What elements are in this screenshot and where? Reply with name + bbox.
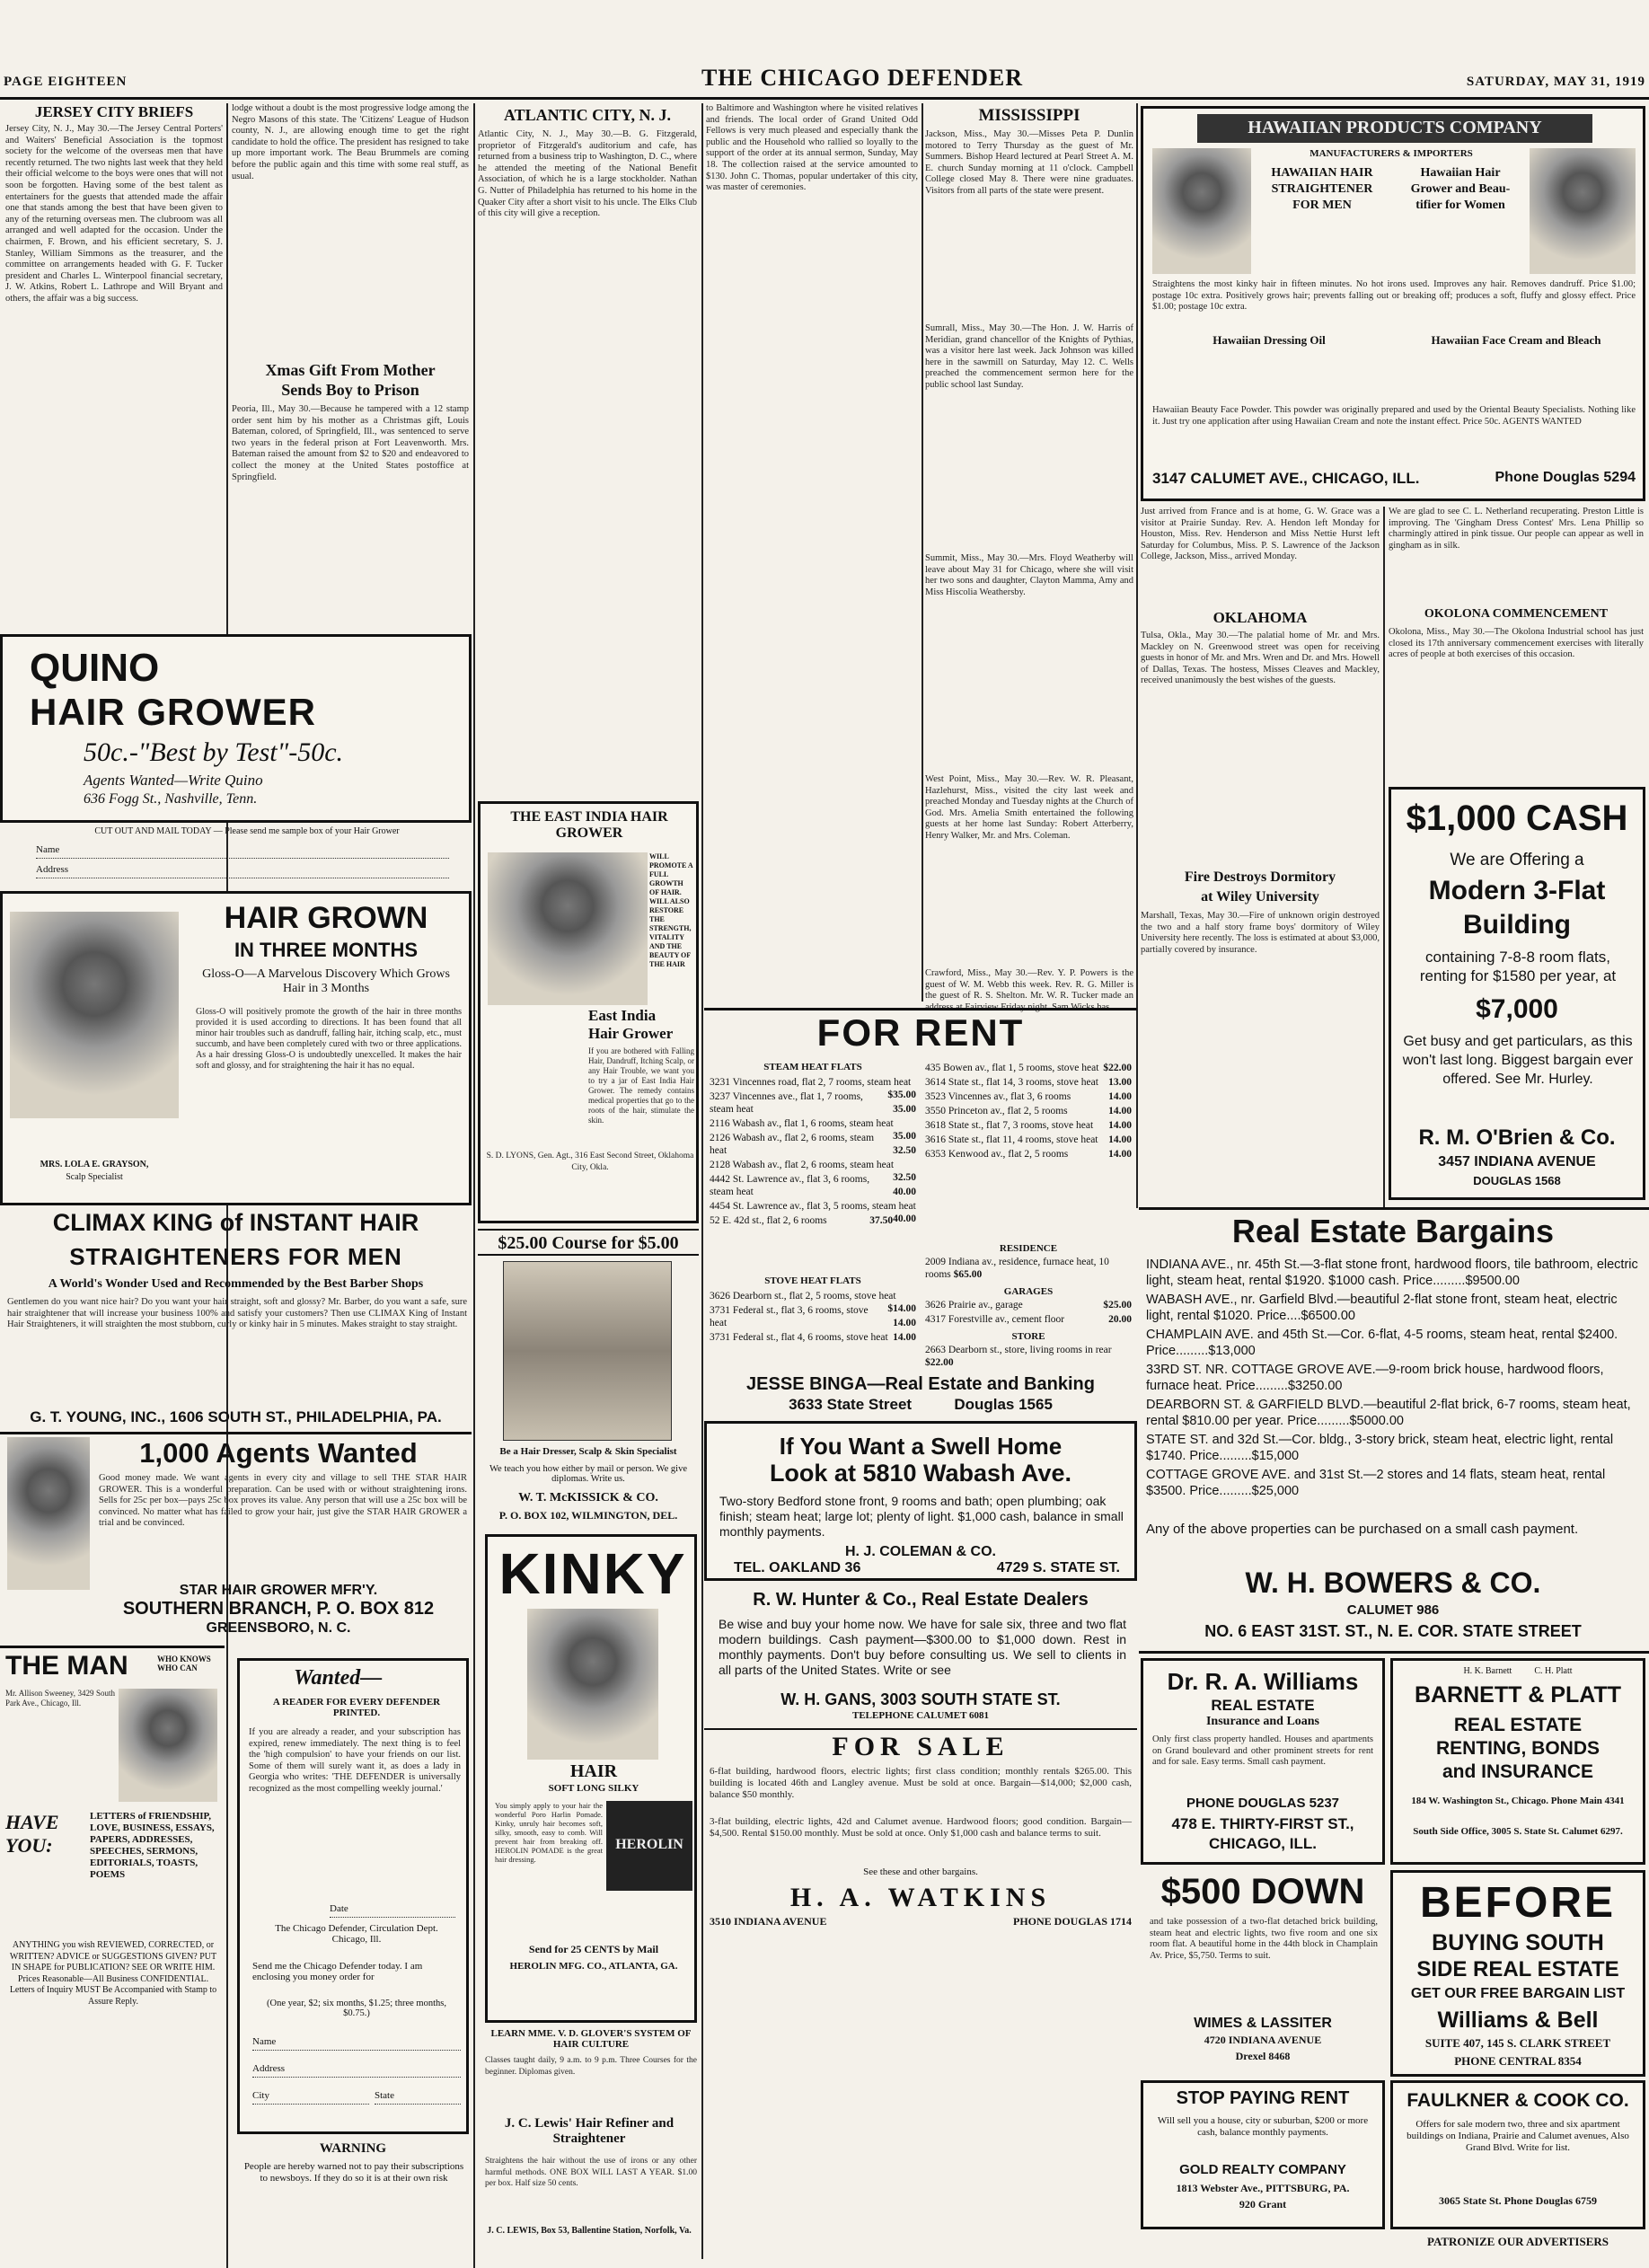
listing-price: 20.00 bbox=[1108, 1314, 1132, 1325]
xmas-headline-2: Sends Boy to Prison bbox=[281, 381, 419, 399]
listing-price: 14.00 bbox=[1108, 1120, 1132, 1131]
listing-text: 3731 Federal st., flat 3, 6 rooms, stove heat bbox=[710, 1305, 869, 1328]
listing-row bbox=[925, 1062, 1132, 1074]
williams-phone: PHONE DOUGLAS 5237 bbox=[1186, 1796, 1340, 1811]
listing-text: 435 Bowen av., flat 1, 5 rooms, stove heat bbox=[925, 1063, 1099, 1073]
obrien-name: R. M. O'Brien & Co. bbox=[1418, 1125, 1616, 1150]
quino-price: 50c.-"Best by Test"-50c. bbox=[84, 737, 344, 767]
hp-right-title-2: Grower and Beau- bbox=[1410, 182, 1511, 196]
climax-body: Gentlemen do you want nice hair? Do you want your hair straight, soft and glossy? Mr. Barber, do you want a safe, sure hair straightener that will increase your business 100% and satisfy your customers? Then use CLIMAX King of Instant Hair Straighteners, it will straighten the most stubborn, curly or kinky hair in 5 minutes. Makes straight to stay straight. bbox=[7, 1297, 467, 1330]
wimes-phone: Drexel 8468 bbox=[1235, 2050, 1291, 2062]
listing-row bbox=[925, 1148, 1132, 1160]
mckissick-address: P. O. BOX 102, WILMINGTON, DEL. bbox=[498, 1509, 678, 1522]
coupon-address-field: Address bbox=[36, 864, 449, 878]
warning-body: People are hereby warned not to pay their subscriptions to newsboys. If they do so it is at their own risk bbox=[243, 2161, 464, 2184]
swell-headline-2: Look at 5810 Wabash Ave. bbox=[769, 1460, 1072, 1487]
before-line-2: SIDE REAL ESTATE bbox=[1416, 1957, 1619, 1981]
listing-price: 35.00 bbox=[893, 1131, 916, 1142]
bp-sub-2: RENTING, BONDS bbox=[1435, 1738, 1600, 1759]
listing-price: 14.00 bbox=[1108, 1149, 1132, 1160]
swell-headline: If You Want a Swell Home bbox=[779, 1433, 1063, 1460]
listing-price: 37.50 bbox=[869, 1215, 894, 1226]
agents-company: STAR HAIR GROWER MFR'Y. bbox=[179, 1583, 378, 1598]
agents-headline: 1,000 Agents Wanted bbox=[139, 1437, 418, 1469]
swell-address: 4729 S. STATE ST. bbox=[996, 1560, 1120, 1575]
climax-tagline: A World's Wonder Used and Recommended by the Best Barber Shops bbox=[48, 1277, 424, 1291]
listing-text: 4454 St. Lawrence av., flat 3, 5 rooms, steam heat bbox=[710, 1201, 916, 1212]
swell-phone: TEL. OAKLAND 36 bbox=[734, 1560, 861, 1575]
williams-address: 478 E. THIRTY-FIRST ST., bbox=[1171, 1815, 1354, 1832]
oklahoma-body: Tulsa, Okla., May 30.—The palatial home of Mr. and Mrs. Mackley on N. Greenwood street was open for receiving guests in honor of Mr. and Mrs. Wren and Dr. and Mrs. Howell of Dallas, Texas. The hostess, Misses Cleaves and Mackley, received unanimously the best wishes of the guests. bbox=[1141, 631, 1380, 686]
real-estate-item: INDIANA AVE., nr. 45th St.—3-flat stone front, hardwood floors, tile bathroom, electric light, steam heat, rental $1920. $1000 cash. Price.........$9500.00 bbox=[1146, 1258, 1638, 1288]
kinky-headline: KINKY bbox=[498, 1541, 687, 1606]
kinky-hair-word: HAIR bbox=[569, 1761, 618, 1781]
masthead-rule bbox=[0, 97, 1649, 100]
gold-realty-name: GOLD REALTY COMPANY bbox=[1179, 2162, 1346, 2177]
hunter-address: W. H. GANS, 3003 SOUTH STATE ST. bbox=[780, 1690, 1061, 1708]
kinky-address: HEROLIN MFG. CO., ATLANTA, GA. bbox=[509, 1961, 678, 1972]
cash-line-5: Get busy and get particulars, as this won't last long. Biggest bargain ever offered. See Mr. Hurley. bbox=[1402, 1034, 1634, 1087]
section-rule bbox=[704, 1008, 1137, 1010]
kinky-hair-ad bbox=[485, 1534, 697, 2023]
quino-address: 636 Fogg St., Nashville, Tenn. bbox=[84, 791, 258, 807]
wanted-subscription-coupon bbox=[237, 1658, 469, 2134]
real-estate-item: WABASH AVE., nr. Garfield Blvd.—beautiful 2-flat stone front, steam heat, electric light, rental $1020. Price....$6500.00 bbox=[1146, 1293, 1618, 1323]
store-listing bbox=[925, 1344, 1132, 1371]
listing-text: 52 E. 42d st., flat 2, 6 rooms bbox=[710, 1215, 827, 1226]
listing-text: 4317 Forestville av., cement floor bbox=[925, 1314, 1065, 1325]
for-sale-headline: FOR SALE bbox=[832, 1732, 1010, 1761]
eih-title: THE EAST INDIA HAIR GROWER bbox=[510, 809, 668, 841]
listing-price: 14.00 bbox=[1108, 1134, 1132, 1145]
hp-powder: Hawaiian Beauty Face Powder. This powder was originally prepared and used by the Oriental Beauty Specialists. Nothing like it. Just try one application after using Hawaiian Cream and note the instant effect. Price 50c. AGENTS WANTED bbox=[1152, 405, 1636, 427]
agents-body: Good money made. We want agents in every city and village to sell THE STAR HAIR GROWER. This is a wonderful preparation. Can be used with or without straightening irons. Sells for 25c per box—pays 25c box proves its value. Any person that will use a 25c box will be convinced. No matter what has failed to grow your hair, just give the STAR HAIR GROWER a trial and be convinced. bbox=[99, 1473, 467, 1529]
mckissick-name: W. T. McKISSICK & CO. bbox=[518, 1491, 658, 1505]
man-portrait-image bbox=[1152, 148, 1251, 274]
listing-row bbox=[925, 1299, 1132, 1311]
for-sale-listing-2: 3-flat building, electric lights, 42d and Calumet avenue. Hardwood floors; good condition. Bargain—$4,500. Rental $150.00 monthly. Must be sold at once. Only $1,000 cash and balance terms to suit. bbox=[710, 1816, 1132, 1839]
hawaiian-banner: HAWAIIAN PRODUCTS COMPANY bbox=[1197, 114, 1592, 143]
xmas-headline: Xmas Gift From Mother bbox=[265, 361, 436, 379]
listing-text: 6353 Kenwood av., flat 2, 5 rooms bbox=[925, 1149, 1069, 1160]
williams-ad bbox=[1141, 1658, 1385, 1865]
listing-row bbox=[925, 1313, 1132, 1326]
atlantic-city-body: Atlantic City, N. J., May 30.—B. G. Fitzgerald, proprietor of Fitzgerald's auditorium and cafe, has returned from a business trip to Washington, D. C., where he attended the meeting of the National Benefit Association, of which he is a large stockholder. Nathan G. Nutter of Philadelphia has returned to his home in the Quaker City after a short visit to his uncle. The Elks Club of this city will give a reception. bbox=[478, 129, 697, 219]
glover-headline: LEARN MME. V. D. GLOVER'S SYSTEM OF HAIR CULTURE bbox=[490, 2028, 692, 2050]
williams-name: Dr. R. A. Williams bbox=[1167, 1668, 1359, 1695]
swell-home-ad bbox=[704, 1421, 1137, 1581]
listing-text: 3731 Federal st., flat 4, 6 rooms, stove heat bbox=[710, 1332, 888, 1343]
patronize-footer: PATRONIZE OUR ADVERTISERS bbox=[1426, 2235, 1609, 2248]
garage-listings bbox=[925, 1299, 1132, 1329]
course-illustration-image bbox=[503, 1261, 672, 1441]
the-man-portrait-image bbox=[119, 1689, 217, 1802]
crawford-news: Crawford, Miss., May 30.—Rev. Y. P. Powers is the guest of W. M. Webb this week. Rev. R. G. Miller is the guest of R. S. Shelton. Mr. W. R. Tucker made an bbox=[925, 968, 1133, 1002]
bp-headline: BARNETT & PLATT bbox=[1414, 1682, 1622, 1708]
hunter-phone: TELEPHONE CALUMET 6081 bbox=[852, 1710, 989, 1721]
for-sale-listing-1: 6-flat building, hardwood floors, electric lights; first class condition; monthly rentals $265.00. This building is located 46th and Langley avenue. Must be sold at once. Bargain—$14,000; $2,000 cash, balance $50 monthly. bbox=[710, 1766, 1132, 1800]
climax-headline-2: STRAIGHTENERS FOR MEN bbox=[69, 1243, 402, 1270]
column-rule bbox=[701, 103, 703, 2259]
eih-address: S. D. LYONS, Gen. Agt., 316 East Second Street, Oklahoma City, Okla. bbox=[486, 1152, 694, 1172]
listing-text: 3550 Princeton av., flat 2, 5 rooms bbox=[925, 1106, 1068, 1116]
column-rule bbox=[922, 103, 923, 1002]
agents-city: GREENSBORO, N. C. bbox=[206, 1620, 351, 1636]
watkins-address: 3510 INDIANA AVENUE bbox=[710, 1915, 827, 1928]
glad-news: We are glad to see C. L. Netherland recuperating. Preston Little is improving. The 'Gingham Dress Contest' Mrs. Lena Phillip so charmingly attired in pink tissue. Our people can appear as well in gingham as in silk. bbox=[1389, 507, 1644, 551]
coupon-state-field: State bbox=[375, 2090, 461, 2105]
listing-text: 3614 State st., flat 14, 3 rooms, stove heat bbox=[925, 1077, 1098, 1088]
eih-body: If you are bothered with Falling Hair, Dandruff, Itching Scalp, or any Hair Trouble, we want you to try a jar of East India Hair Grower. The remedy contains medical properties that go to the roots of the hair, stimulate the skin. bbox=[588, 1046, 694, 1125]
gold-realty-address-2: 920 Grant bbox=[1239, 2198, 1287, 2211]
the-man-headline: THE MAN bbox=[5, 1651, 128, 1681]
listing-price: 40.00 bbox=[893, 1187, 916, 1197]
article-headline: JERSEY CITY BRIEFS bbox=[34, 103, 194, 120]
garages-label: GARAGES bbox=[1003, 1286, 1054, 1297]
wimes-name: WIMES & LASSITER bbox=[1194, 2016, 1332, 2031]
quino-coupon: CUT OUT AND MAIL TODAY — Please send me sample box of your Hair Grower bbox=[94, 826, 400, 836]
coupon-city-field: City bbox=[252, 2090, 369, 2105]
hp-right-title: Hawaiian Hair bbox=[1420, 166, 1501, 180]
kinky-price: Send for 25 CENTS by Mail bbox=[528, 1943, 659, 1955]
hp-address: 3147 CALUMET AVE., CHICAGO, ILL. bbox=[1152, 470, 1420, 487]
listing-text: 3616 State st., flat 11, 4 rooms, stove heat bbox=[925, 1134, 1098, 1145]
listing-row bbox=[925, 1105, 1132, 1117]
cash-headline: $1,000 CASH bbox=[1406, 799, 1628, 838]
hp-left-title-2: STRAIGHTENER bbox=[1271, 182, 1373, 196]
lewis-body: Straightens the hair without the use of irons or any other harmful methods. ONE BOX WILL LAST A YEAR. $1.00 per box. Half size 50 cents. bbox=[485, 2157, 697, 2189]
summit-news: Summit, Miss., May 30.—Mrs. Floyd Weatherby will leave about May 31 for Chicago, where she will visit her two sons and daughter, Clayton Mamma, Amy and Miss Hiscolia Weathersby. bbox=[925, 553, 1133, 597]
quino-ad bbox=[0, 634, 472, 823]
eih-side-text: WILL PROMOTE A FULL GROWTH OF HAIR. WILL ALSO RESTORE THE STRENGTH, VITALITY AND THE BEAUTY OF THE HAIR bbox=[649, 852, 693, 968]
williams-bell-name: Williams & Bell bbox=[1437, 2008, 1599, 2033]
have-you-label: HAVE YOU: bbox=[5, 1811, 59, 1857]
section-rule bbox=[1139, 1207, 1649, 1210]
continued-article: to Baltimore and Washington where he visited relatives and friends. The local order of Grand United Odd Fellows is very much pleased and especially thank the public and the Household who rallied so loyally to the support of the order at its annual sermon, Sunday, May 18. The collection raised at the service amounted to $130. John C. Thomas, popular undertaker of this city, was master of ceremonies. bbox=[706, 103, 918, 193]
before-buying-ad bbox=[1390, 1870, 1645, 2077]
listing-price: 32.50 bbox=[893, 1172, 916, 1183]
steam-heat-label: STEAM HEAT FLATS bbox=[763, 1062, 862, 1072]
cash-line-4: containing 7-8-8 room flats, renting for $1580 per year, at bbox=[1419, 949, 1617, 984]
faulkner-cook-ad bbox=[1390, 2080, 1645, 2229]
cash-price: $7,000 bbox=[1476, 994, 1558, 1024]
listing-price: 32.50 bbox=[893, 1145, 916, 1156]
page-number: PAGE EIGHTEEN bbox=[4, 75, 128, 89]
stop-body: Will sell you a house, city or suburban, $200 or more cash, balance monthly payments. bbox=[1157, 2115, 1369, 2138]
for-rent-headline: FOR RENT bbox=[816, 1011, 1025, 1054]
williams-bell-phone: PHONE CENTRAL 8354 bbox=[1454, 2054, 1582, 2068]
listing-text: 3618 State st., flat 7, 3 rooms, stove heat bbox=[925, 1120, 1094, 1131]
barnett-platt-ad bbox=[1390, 1658, 1645, 1865]
binga-address: 3633 State Street Douglas 1565 bbox=[789, 1396, 1053, 1413]
fc-body: Offers for sale modern two, three and six apartment buildings on Indiana, Prairie and Calumet avenues, Also Grand Blvd. Write for list. bbox=[1406, 2119, 1629, 2153]
portrait-image bbox=[10, 912, 179, 1118]
warning-headline: WARNING bbox=[319, 2141, 387, 2156]
agents-portrait-image bbox=[7, 1437, 90, 1590]
bowers-phone: CALUMET 986 bbox=[1346, 1602, 1440, 1618]
listing-text: 4442 St. Lawrence av., flat 3, 6 rooms, steam heat bbox=[710, 1174, 870, 1197]
okolona-headline: OKOLONA COMMENCEMENT bbox=[1424, 607, 1609, 621]
real-estate-note: Any of the above properties can be purchased on a small cash payment. bbox=[1146, 1522, 1579, 1537]
watkins-name: H. A. WATKINS bbox=[789, 1883, 1052, 1912]
sumrall-news: Sumrall, Miss., May 30.—The Hon. J. W. Harris of Meridian, grand chancellor of the Knights of Pythias, was a visitor here last week. Jack Johnson was killed here in the sawmill on Saturday, May 12. C. Wells preached the commencement sermon here for the public school last Sunday. bbox=[925, 323, 1133, 390]
fire-headline: Fire Destroys Dormitory bbox=[1184, 869, 1336, 885]
hawaiian-manufacturers: MANUFACTURERS & IMPORTERS bbox=[1310, 148, 1473, 159]
listing-price: 35.00 bbox=[893, 1104, 916, 1115]
listing-text: 2128 Wabash av., flat 2, 6 rooms, steam heat bbox=[710, 1160, 895, 1170]
hp-phone: Phone Douglas 5294 bbox=[1495, 470, 1636, 485]
lewis-address: J. C. LEWIS, Box 53, Ballentine Station, Norfolk, Va. bbox=[487, 2226, 692, 2236]
listing-price: $25.00 bbox=[1103, 1300, 1132, 1310]
listing-row bbox=[925, 1076, 1132, 1089]
hp-oil: Hawaiian Dressing Oil bbox=[1212, 333, 1326, 347]
obrien-phone: DOUGLAS 1568 bbox=[1473, 1174, 1561, 1187]
obrien-address: 3457 INDIANA AVENUE bbox=[1438, 1154, 1596, 1169]
listing-text: 3237 Vincennes ave., flat 1, 7 rooms, steam heat bbox=[710, 1091, 863, 1115]
cash-offer-ad bbox=[1389, 787, 1645, 1200]
williams-sub: REAL ESTATE bbox=[1211, 1697, 1315, 1714]
williams-city: CHICAGO, ILL. bbox=[1209, 1835, 1317, 1852]
cash-line-2: Modern 3-Flat bbox=[1428, 876, 1606, 905]
rent-listings-stove bbox=[710, 1290, 916, 1371]
down-body: and take possession of a two-flat detached brick building, steam heat and electric lights, two five room and one six room flat. A beautiful home in the 44th block in Champlain Av. Price, $5,750. Terms to suit. bbox=[1150, 1917, 1378, 1961]
williams-body: Only first class property handled. Houses and apartments on Grand boulevard and other prominent streets for rent and for sale. Easy terms. Small cash payment. bbox=[1152, 1734, 1373, 1768]
portrait-subcaption: Scalp Specialist bbox=[66, 1172, 123, 1182]
coupon-recipient: The Chicago Defender, Circulation Dept. Chicago, Ill. bbox=[275, 1923, 438, 1945]
wanted-headline: Wanted— bbox=[294, 1666, 383, 1690]
wanted-subhead: A READER FOR EVERY DEFENDER PRINTED. bbox=[272, 1697, 441, 1718]
kinky-subhead: SOFT LONG SILKY bbox=[548, 1783, 639, 1794]
swell-body: Two-story Bedford stone front, 9 rooms and bath; open plumbing; oak finish; steam heat; large lot; plenty of light. $1,000 cash, balance in small monthly payments. bbox=[719, 1494, 1124, 1539]
listing-row bbox=[710, 1117, 916, 1142]
williams-bell-address: SUITE 407, 145 S. CLARK STREET bbox=[1424, 2036, 1611, 2050]
listing-row bbox=[710, 1214, 916, 1227]
coupon-date-field: Date bbox=[330, 1903, 455, 1918]
listing-row bbox=[710, 1331, 916, 1344]
mckissick-headline: Be a Hair Dresser, Scalp & Skin Specialist bbox=[499, 1446, 677, 1457]
listing-text: 3626 Prairie av., garage bbox=[925, 1300, 1023, 1310]
xmas-body: Peoria, Ill., May 30.—Because he tampered with a 12 stamp order sent him by his mother as a Christmas gift, Louis Bateman, colored, of Springfield, Ill., was sentenced to serve two years in the federal prison at Fort Leavenworth. Mrs. Bateman raised the amount from $2 to $20 and endeavored to collect the money at the United States postoffice at Springfield. bbox=[232, 404, 469, 482]
hair-grown-sub: IN THREE MONTHS bbox=[234, 939, 419, 961]
mckissick-body: We teach you how either by mail or person. We give diplomas. Write us. bbox=[489, 1464, 687, 1484]
listing-row bbox=[710, 1290, 916, 1314]
the-man-footer: ANYTHING you wish REVIEWED, CORRECTED, or WRITTEN? ADVICE or SUGGESTIONS GIVEN? PUT IN SHAPE for PUBLICATION? SEE OR WRITE HIM. Prices Reasonable—All Business CONFIDENTIAL. Letters of Inquiry MUST Be Accompanied with Stamp to Assure Reply. bbox=[9, 1940, 217, 2007]
cash-line-3: Building bbox=[1463, 910, 1571, 940]
listing-text: 3626 Dearborn st., flat 2, 5 rooms, stove heat bbox=[710, 1291, 896, 1302]
mississippi-headline: MISSISSIPPI bbox=[978, 106, 1080, 125]
listing-price: 14.00 bbox=[893, 1318, 916, 1328]
kinky-portrait-image bbox=[527, 1609, 658, 1760]
watkins-phone: PHONE DOUGLAS 1714 bbox=[1012, 1915, 1132, 1928]
issue-date: SATURDAY, MAY 31, 1919 bbox=[1466, 75, 1645, 89]
listing-price: $35.00 bbox=[887, 1090, 916, 1100]
lewis-headline: J. C. Lewis' Hair Refiner and Straightener bbox=[504, 2116, 675, 2146]
listing-price: 13.00 bbox=[1108, 1077, 1132, 1088]
listing-row bbox=[925, 1119, 1132, 1132]
bp-address-2: South Side Office, 3005 S. State St. Calumet 6297. bbox=[1413, 1826, 1623, 1837]
hair-grown-ad bbox=[0, 891, 472, 1205]
section-rule bbox=[1139, 1651, 1649, 1654]
rent-listings-left bbox=[710, 1076, 916, 1274]
fire-headline-2: at Wiley University bbox=[1201, 889, 1319, 905]
listing-row bbox=[925, 1134, 1132, 1146]
climax-address: G. T. YOUNG, INC., 1606 SOUTH ST., PHILADELPHIA, PA. bbox=[30, 1408, 442, 1425]
glover-body: Classes taught daily, 9 a.m. to 9 p.m. Three Courses for the beginner. Diplomas given. bbox=[485, 2056, 697, 2077]
coupon-rates: (One year, $2; six months, $1.25; three months, $0.75.) bbox=[267, 1999, 446, 2018]
east-india-ad bbox=[478, 801, 699, 1223]
wimes-address: 4720 INDIANA AVENUE bbox=[1204, 2034, 1322, 2046]
listing-text: 3523 Vincennes av., flat 3, 6 rooms bbox=[925, 1091, 1071, 1102]
down-headline: $500 DOWN bbox=[1160, 1872, 1365, 1911]
listing-price: $22.00 bbox=[1103, 1063, 1132, 1073]
listing-price: $65.00 bbox=[953, 1269, 983, 1280]
portrait-caption: MRS. LOLA E. GRAYSON, bbox=[40, 1160, 149, 1169]
real-estate-item: CHAMPLAIN AVE. and 45th St.—Cor. 6-flat, 4-5 rooms, steam heat, rental $2400. Price.........$13,000 bbox=[1146, 1328, 1618, 1358]
oklahoma-headline: OKLAHOMA bbox=[1212, 609, 1308, 626]
hp-left-title-3: FOR MEN bbox=[1292, 199, 1352, 212]
quino-brand: QUINO bbox=[30, 646, 160, 690]
wanted-body: If you are already a reader, and your subscription has expired, renew immediately. The next thing is to feel the 'high compulsion' to have your friends on our list. Some of them will surely want it, as does a lady in Georgia who writes: 'THE DEFENDER is universally recognized as the most compelling weekly journal.' bbox=[249, 1727, 461, 1794]
listing-price: 40.00 bbox=[893, 1213, 916, 1224]
column-rule bbox=[473, 103, 475, 2268]
bp-sub-3: and INSURANCE bbox=[1442, 1761, 1593, 1782]
section-rule bbox=[704, 1728, 1137, 1730]
okolona-body: Okolona, Miss., May 30.—The Okolona Industrial school has just closed its 17th anniversary commencement exercises with literally acres of people at both exercises of this occasion. bbox=[1389, 627, 1644, 660]
listing-price: 14.00 bbox=[1108, 1106, 1132, 1116]
coupon-address-field: Address bbox=[252, 2063, 461, 2078]
the-man-body: Mr. Allison Sweeney, 3429 South Park Ave., Chicago, Ill. bbox=[5, 1689, 115, 1708]
cash-line-1: We are Offering a bbox=[1450, 851, 1584, 869]
herolin-box-image: HEROLIN bbox=[606, 1801, 692, 1891]
hp-right-title-3: tifier for Women bbox=[1415, 199, 1505, 212]
eih-name-2: Hair Grower bbox=[588, 1025, 674, 1042]
west-point-news: West Point, Miss., May 30.—Rev. W. R. Pleasant, Hazlehurst, Miss., visited the city last week and preached Monday and Tuesday nights at the Church of God. Mrs. Amelia Smith entertained the following guests at her home last Sunday: Robert Atterberry, Henry Walker, Mr. and Mrs. Coleman. bbox=[925, 774, 1133, 841]
listing-text: 3231 Vincennes road, flat 2, 7 rooms, steam heat bbox=[710, 1077, 912, 1088]
the-man-tag: WHO KNOWS WHO CAN bbox=[157, 1655, 211, 1672]
bp-sub-1: REAL ESTATE bbox=[1453, 1715, 1583, 1735]
listing-row bbox=[710, 1090, 916, 1116]
hair-grown-headline: HAIR GROWN bbox=[224, 901, 428, 935]
stop-paying-rent-ad bbox=[1141, 2080, 1385, 2229]
listing-text: 2009 Indiana av., residence, furnace heat, 10 rooms bbox=[925, 1257, 1109, 1280]
real-estate-headline: Real Estate Bargains bbox=[1231, 1213, 1555, 1249]
fc-address: 3065 State St. Phone Douglas 6759 bbox=[1438, 2194, 1597, 2207]
kinky-body: You simply apply to your hair the wonderful Poro Harlin Pomade. Kinky, unruly hair becomes soft, silky, smooth, easy to comb. Will prevent hair from breaking off. HEROLIN POMADE is the great hair dressing. bbox=[495, 1801, 603, 1864]
before-headline: BEFORE bbox=[1419, 1879, 1616, 1927]
jackson-news: Jackson, Miss., May 30.—Misses Peta P. Dunlin motored to Terry Thursday as the guest of Mr. Summers. Bishop Heard lectured at Pearl Street A. M. E. church Sunday morning at 11 o'clock. Campbell College closed May 8. There were nine graduates. Visitors from all parts of the state were present. bbox=[925, 129, 1133, 196]
agents-branch: SOUTHERN BRANCH, P. O. BOX 812 bbox=[122, 1599, 435, 1619]
coupon-instruction: Send me the Chicago Defender today. I am enclosing you money order for bbox=[252, 1961, 423, 1982]
article-body: Jersey City, N. J., May 30.—The Jersey Central Porters' and Waiters' Beneficial Association is the topmost society for the welcome of the overseas men that have recently returned. The two nights last week that they held their official welcome to the boys were ones that will not soon be forgotten. Having some of the best talent as entertainers for the guests that attended made the affair one that stands among the best that have been given to any of the returning overseas men. The clubroom was all arranged and well adapted for the occasion. Under the chairmen, F. Brown, and his efficient secretary, S. J. Stanley, William Simmons as the treasurer, and the committee on arrangements headed with G. F. Tucker president and Charles L. Winterpool financial secretary, J. W. Atkins, Robert L. Lathrope and Will Bryant and others, the affair was a big success. bbox=[5, 124, 223, 304]
listing-price: $22.00 bbox=[925, 1357, 954, 1368]
listing-row bbox=[710, 1076, 916, 1100]
real-estate-item: COTTAGE GROVE AVE. and 31st St.—2 stores and 14 flats, steam heat, rental $3500. Price.........$25,000 bbox=[1146, 1468, 1606, 1498]
real-estate-listings bbox=[1146, 1258, 1642, 1520]
for-sale-note: See these and other bargains. bbox=[863, 1866, 978, 1877]
section-rule bbox=[0, 1646, 225, 1648]
listing-row bbox=[710, 1159, 916, 1183]
fc-headline: FAULKNER & COOK CO. bbox=[1406, 2090, 1629, 2111]
hawaiian-body: Straightens the most kinky hair in fifteen minutes. No hot irons used. Improves any hair. Removes dandruff. Price $1.00; postage 10c extra. Positively grows hair; prevents falling out or breaking off; produces a soft, fluffy and glossy effect. Price $1.00; postage 10c extra. bbox=[1152, 279, 1636, 313]
stop-headline: STOP PAYING RENT bbox=[1176, 2088, 1350, 2108]
hp-cream: Hawaiian Face Cream and Bleach bbox=[1431, 333, 1601, 347]
hair-grown-sub2: Gloss-O—A Marvelous Discovery Which Grows Hair in 3 Months bbox=[202, 967, 450, 995]
listing-price: $14.00 bbox=[887, 1303, 916, 1314]
listing-row bbox=[710, 1173, 916, 1198]
listing-text: 2663 Dearborn st., store, living rooms in rear bbox=[925, 1345, 1112, 1355]
have-you-list: LETTERS of FRIENDSHIP, LOVE, BUSINESS, ESSAYS, PAPERS, ADDRESSES, SPEECHES, SERMONS, EDITORIALS, TOASTS, POEMS bbox=[90, 1811, 215, 1880]
before-line-1: BUYING SOUTH bbox=[1432, 1930, 1604, 1955]
williams-sub2: Insurance and Loans bbox=[1205, 1715, 1320, 1728]
binga-name: JESSE BINGA—Real Estate and Banking bbox=[746, 1374, 1095, 1394]
climax-headline: CLIMAX KING of INSTANT HAIR bbox=[52, 1209, 419, 1236]
coupon-name-field: Name bbox=[36, 844, 449, 859]
real-estate-item: STATE ST. and 32d St.—Cor. bldg., 3-story brick, steam heat, electric light, rental $1740. Price.........$15,000 bbox=[1146, 1433, 1614, 1463]
residence-label: RESIDENCE bbox=[999, 1243, 1058, 1254]
gold-realty-address: 1813 Webster Ave., PITTSBURG, PA. bbox=[1176, 2182, 1350, 2194]
woman-portrait-image bbox=[1530, 148, 1636, 274]
hunter-headline: R. W. Hunter & Co., Real Estate Dealers bbox=[753, 1590, 1089, 1610]
quino-product: HAIR GROWER bbox=[30, 691, 316, 733]
newspaper-title: THE CHICAGO DEFENDER bbox=[701, 65, 1024, 91]
listing-text: 2126 Wabash av., flat 2, 6 rooms, steam heat bbox=[710, 1133, 875, 1156]
stove-heat-label: STOVE HEAT FLATS bbox=[764, 1275, 861, 1286]
bp-address: 184 W. Washington St., Chicago. Phone Main 4341 bbox=[1411, 1796, 1625, 1806]
coupon-name-field: Name bbox=[252, 2036, 461, 2051]
real-estate-item: DEARBORN ST. & GARFIELD BLVD.—beautiful 2-flat brick, 6-7 rooms, steam heat, rental $810.00 per year. Price.........$5000.00 bbox=[1146, 1398, 1631, 1428]
atlantic-city-headline: ATLANTIC CITY, N. J. bbox=[503, 106, 672, 124]
column-rule bbox=[1383, 507, 1385, 1207]
listing-text: 2116 Wabash av., flat 1, 6 rooms, steam heat bbox=[710, 1118, 894, 1129]
before-line-3: GET OUR FREE BARGAIN LIST bbox=[1410, 1986, 1626, 2001]
hunter-body: Be wise and buy your home now. We have for sale six, three and two flat modern buildings. Cash payment—$300.00 to $1,000 down. Rest in monthly payments. Don't buy before consulting us. We sell to clients in all parts of the United States. Write or see bbox=[719, 1617, 1126, 1677]
listing-price: 14.00 bbox=[1108, 1091, 1132, 1102]
section-rule bbox=[0, 1432, 472, 1434]
social-news: Just arrived from France and is at home, G. W. Grace was a visitor at Prairie Sunday. Rev. A. Hendon left Monday for Houston, Miss. Rev. Henderson and Miss Nettie Hurst left Saturday for Columbus, Miss. P. S. Lawrence of the Jackson College, Jackson, Miss., arrived Monday. bbox=[1141, 507, 1380, 562]
hair-grown-body: Gloss-O will positively promote the growth of the hair in three months provided it is used according to directions. It has been found that all minor hair troubles such as dandruff, falling hair, itching scalp, etc., must succumb, and have been completely cured with two or three applications. As a hair dressing Gloss-O is undoubtedly unexcelled. It makes the hair soft and glossy, and for straightening the hair it has no equal. bbox=[196, 1007, 462, 1071]
rent-listings-right bbox=[925, 1062, 1132, 1241]
swell-company: H. J. COLEMAN & CO. bbox=[844, 1544, 996, 1559]
listing-row bbox=[710, 1304, 916, 1329]
lodge-article: lodge without a doubt is the most progressive lodge among the Negro Masons of this state. The 'Citizens' League of Hudson county, N. J., are allowing enough time to get the right candidate to hold the office. The president has resigned to take up more important work. The Beau Brummels are coming before the public again and this time with some real stuff, as usual. bbox=[232, 103, 469, 181]
quino-agents: Agents Wanted—Write Quino bbox=[84, 772, 263, 789]
listing-row bbox=[710, 1132, 916, 1157]
residence-listing bbox=[925, 1256, 1132, 1283]
listing-price: 14.00 bbox=[893, 1332, 916, 1343]
eih-name: East India bbox=[588, 1007, 657, 1024]
real-estate-item: 33RD ST. NR. COTTAGE GROVE AVE.—9-room brick house, hardwood floors, furnace heat. Price.........$3250.00 bbox=[1146, 1363, 1604, 1393]
course-headline: $25.00 Course for $5.00 bbox=[478, 1229, 699, 1256]
hp-left-title: HAWAIIAN HAIR bbox=[1271, 166, 1373, 180]
hawaiian-products-ad bbox=[1141, 106, 1645, 501]
bowers-address: NO. 6 EAST 31ST. ST., N. E. COR. STATE STREET bbox=[1204, 1622, 1582, 1640]
store-label: STORE bbox=[1011, 1331, 1045, 1342]
fire-body: Marshall, Texas, May 30.—Fire of unknown origin destroyed the two and a half story frame boys' dormitory of Wiley University here recently. The loss is estimated at about $3,000, partially covered by insurance. bbox=[1141, 911, 1380, 955]
bowers-name: W. H. BOWERS & CO. bbox=[1245, 1566, 1541, 1599]
eih-portrait-image bbox=[488, 852, 648, 1005]
bp-partners: H. K. Barnett C. H. Platt bbox=[1463, 1666, 1573, 1676]
listing-row bbox=[925, 1090, 1132, 1103]
